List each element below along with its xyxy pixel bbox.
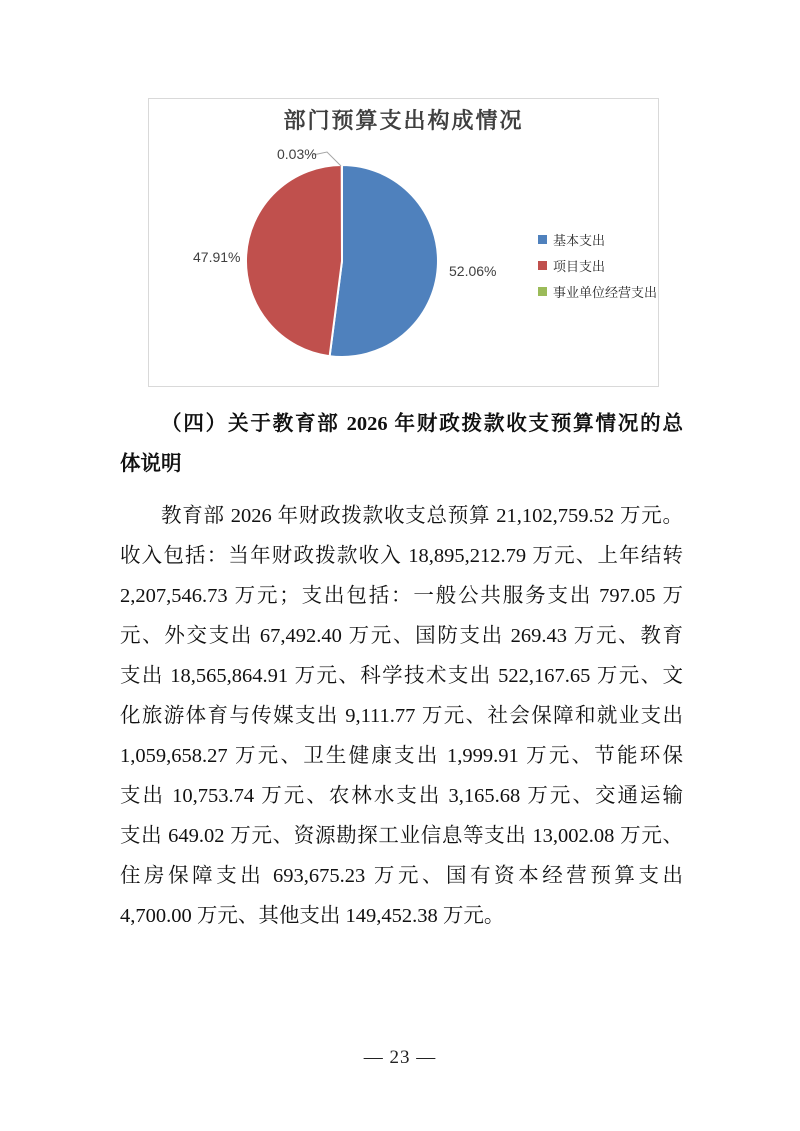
section-heading xyxy=(120,404,683,484)
legend-item-operating xyxy=(538,282,657,301)
heading-line: （四）关于教育部 2026 年财政拨款收支预算情况的总 xyxy=(161,413,683,435)
paragraph-line: 收入包括：当年财政拨款收入 18,895,212.79 万元、上年结转 xyxy=(120,545,683,567)
body-paragraph xyxy=(120,496,683,936)
budget-pie-chart xyxy=(148,98,659,387)
paragraph-line: 教育部 2026 年财政拨款收支总预算 21,102,759.52 万元。 xyxy=(161,505,683,527)
legend-swatch-operating-icon xyxy=(538,287,547,296)
paragraph-line: 1,059,658.27 万元、卫生健康支出 1,999.91 万元、节能环保 xyxy=(120,745,683,767)
chart-legend xyxy=(538,230,657,301)
paragraph-line: 2,207,546.73 万元；支出包括：一般公共服务支出 797.05 万 xyxy=(120,585,683,607)
paragraph-line: 支出 18,565,864.91 万元、科学技术支出 522,167.65 万元、文 xyxy=(120,665,683,687)
legend-item-project xyxy=(538,256,657,275)
chart-title: 部门预算支出构成情况 xyxy=(283,108,524,133)
paragraph-line: 化旅游体育与传媒支出 9,111.77 万元、社会保障和就业支出 xyxy=(120,705,683,727)
pie-label-project-expenditure: 47.91% xyxy=(193,249,241,265)
legend-label-project: 项目支出 xyxy=(553,259,606,274)
legend-item-basic xyxy=(538,230,657,249)
heading-line: 体说明 xyxy=(120,453,182,475)
legend-label-basic: 基本支出 xyxy=(553,233,606,248)
page-number: — 23 — xyxy=(363,1047,437,1068)
paragraph-line: 支出 649.02 万元、资源勘探工业信息等支出 13,002.08 万元、 xyxy=(120,825,683,847)
paragraph-line: 元、外交支出 67,492.40 万元、国防支出 269.43 万元、教育 xyxy=(120,625,683,647)
paragraph-line: 4,700.00 万元、其他支出 149,452.38 万元。 xyxy=(120,905,505,927)
legend-swatch-basic-icon xyxy=(538,235,547,244)
paragraph-line: 住房保障支出 693,675.23 万元、国有资本经营预算支出 xyxy=(120,865,683,887)
pie-label-operating-expenditure: 0.03% xyxy=(277,146,317,162)
legend-swatch-project-icon xyxy=(538,261,547,270)
paragraph-line: 支出 10,753.74 万元、农林水支出 3,165.68 万元、交通运输 xyxy=(120,785,683,807)
pie-label-basic-expenditure: 52.06% xyxy=(449,263,497,279)
legend-label-operating: 事业单位经营支出 xyxy=(553,285,658,300)
